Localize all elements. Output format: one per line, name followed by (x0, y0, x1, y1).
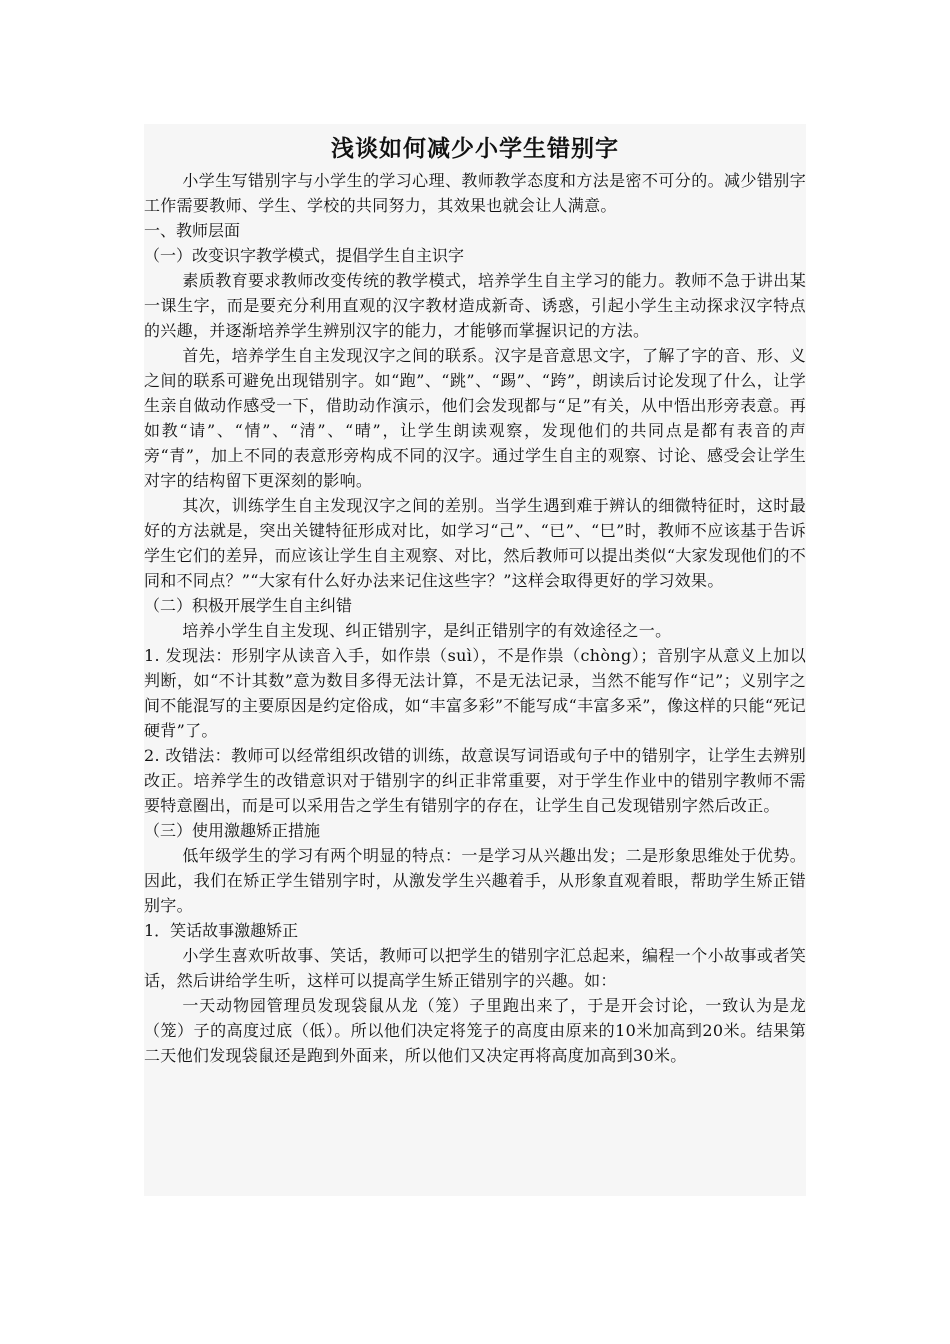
subsection-heading-2: （二）积极开展学生自主纠错 (144, 596, 353, 615)
numbered-item: 1. 发现法：形别字从读音入手，如作祟（suì），不是作祟（chòng）；音别字从意义上加以判断，如“不计其数”意为数目多得无法计算，不是无法记录，当然不能写作“记”；义别字之间不能混写的主要原因是约定俗成，如“丰富多彩”不能写成“丰富多采”，像这样的只能“死记硬背”了。 (144, 646, 806, 740)
body-paragraph: 培养小学生自主发现、纠正错别字，是纠正错别字的有效途径之一。 (182, 621, 672, 640)
document-page (144, 124, 806, 1196)
body-paragraph: 低年级学生的学习有两个明显的特点：一是学习从兴趣出发；二是形象思维处于优势。因此，我们在矫正学生错别字时，从激发学生兴趣着手，从形象直观着眼，帮助学生矫正错别字。 (144, 846, 806, 915)
subsection-heading-3: （三）使用激趣矫正措施 (144, 821, 321, 840)
body-paragraph: 小学生喜欢听故事、笑话，教师可以把学生的错别字汇总起来，编程一个小故事或者笑话，然后讲给学生听，这样可以提高学生矫正错别字的兴趣。如： (144, 946, 806, 990)
body-paragraph: 其次，训练学生自主发现汉字之间的差别。当学生遇到难于辨认的细微特征时，这时最好的方法就是，突出关键特征形成对比，如学习“己”、“已”、“巳”时，教师不应该基于告诉学生它们的差异，而应该让学生自主观察、对比，然后教师可以提出类似“大家发现他们的不同和不同点？”“大家有什么好办法来记住这些字？”这样会取得更好的学习效果。 (144, 496, 806, 590)
body-paragraph: 素质教育要求教师改变传统的教学模式，培养学生自主学习的能力。教师不急于讲出某一课生字，而是要充分利用直观的汉字教材造成新奇、诱惑，引起小学生主动探求汉字特点的兴趣，并逐渐培养学生辨别汉字的能力，才能够而掌握识记的方法。 (144, 271, 806, 340)
numbered-item: 2. 改错法：教师可以经常组织改错的训练，故意误写词语或句子中的错别字，让学生去辨别改正。培养学生的改错意识对于错别字的纠正非常重要，对于学生作业中的错别字教师不需要特意圈出，而是可以采用告之学生有错别字的存在，让学生自己发现错别字然后改正。 (144, 746, 806, 815)
numbered-heading: 1．笑话故事激趣矫正 (144, 921, 299, 940)
subsection-heading-1: （一）改变识字教学模式，提倡学生自主识字 (144, 246, 465, 265)
section-heading-teacher: 一、教师层面 (144, 221, 241, 240)
intro-paragraph: 小学生写错别字与小学生的学习心理、教师教学态度和方法是密不可分的。减少错别字工作需要教师、学生、学校的共同努力，其效果也就会让人满意。 (144, 171, 806, 215)
body-paragraph: 首先，培养学生自主发现汉字之间的联系。汉字是音意思文字，了解了字的音、形、义之间的联系可避免出现错别字。如“跑”、“跳”、“踢”、“跨”，朗读后讨论发现了什么，让学生亲自做动作感受一下，借助动作演示，他们会发现都与“足”有关，从中悟出形旁表意。再如教“请”、“情”、“清”、“晴”，让学生朗读观察，发现他们的共同点是都有表音的声旁“青”，加上不同的表意形旁构成不同的汉字。通过学生自主的观察、讨论、感受会让学生对字的结构留下更深刻的影响。 (144, 346, 806, 490)
document-title: 浅谈如何减少小学生错别字 (331, 135, 619, 162)
story-paragraph: 一天动物园管理员发现袋鼠从龙（笼）子里跑出来了，于是开会讨论，一致认为是龙（笼）子的高度过底（低）。所以他们决定将笼子的高度由原来的10米加高到20米。结果第二天他们发现袋鼠还是跑到外面来，所以他们又决定再将高度加高到30米。 (144, 996, 806, 1065)
